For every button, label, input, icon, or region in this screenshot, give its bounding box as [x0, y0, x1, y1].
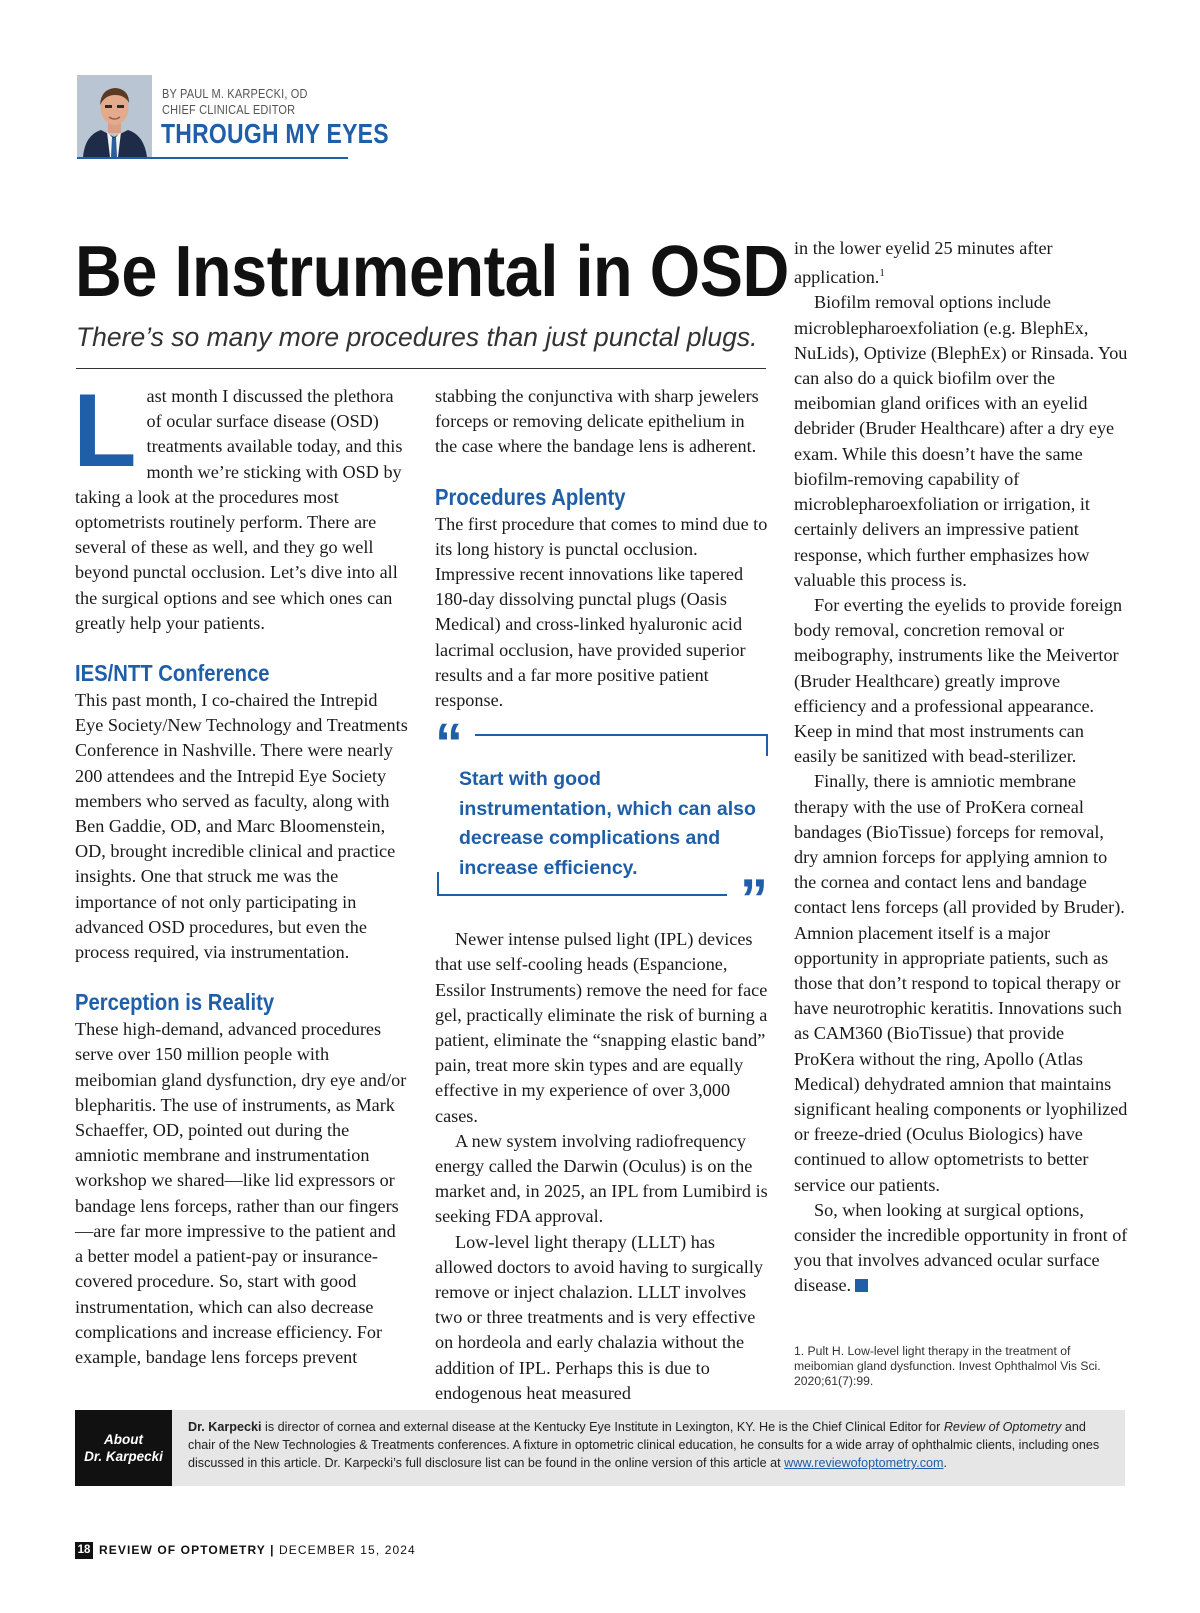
about-label-line1: About — [104, 1432, 143, 1447]
section3-paragraph-4-continued-text: in the lower eyelid 25 minutes after application. — [794, 238, 1053, 288]
footer-separator: | — [265, 1543, 280, 1557]
about-text — [188, 1418, 1113, 1472]
about-text-a: is director of cornea and external disease at the Kentucky Eye Institute in Lexington, KY. He is the Chief Clinical Editor for — [261, 1420, 944, 1434]
closing-text: So, when looking at surgical options, consider the incredible opportunity in front of you that involves advanced ocular surface disease. — [794, 1199, 1128, 1296]
about-publication: Review of Optometry — [943, 1420, 1062, 1434]
section3-paragraph-4 — [435, 1230, 768, 1406]
section-heading-perception: Perception is Reality — [75, 989, 275, 1016]
section1-paragraph: This past month, I co-chaired the Intrepid Eye Society/New Technology and Treatments Conference in Nashville. There were nearly 200 attendees and the Intrepid Eye Society members who served as faculty, along with Ben Gaddie, OD, and Marc Bloomenstein, OD, brought incredible clinical and practice insights. One that struck me was the importance of not only participating in advanced OSD procedures, but even the process required, via instrumentation. — [75, 690, 408, 963]
column-1 — [73, 373, 408, 1370]
section2-continued-text: stabbing the conjunctiva with sharp jewelers forceps or removing delicate epithelium in the case where the bandage lens is adherent. — [435, 386, 759, 457]
column-2 — [435, 384, 768, 1406]
column-3 — [794, 236, 1129, 1299]
about-name: Dr. Karpecki — [188, 1420, 262, 1434]
drop-cap: L — [73, 373, 137, 489]
header-rule — [77, 157, 348, 159]
pull-quote-text: Start with good instrumentation, which can also decrease complications and increase efficiency. — [459, 768, 756, 879]
pull-quote — [435, 711, 768, 931]
footer-publication: REVIEW OF OPTOMETRY — [99, 1543, 266, 1557]
section-heading-ies-ntt: IES/NTT Conference — [75, 660, 270, 687]
website-link[interactable]: www.reviewofoptometry.com — [784, 1456, 944, 1470]
section3-paragraph-2: Newer intense pulsed light (IPL) devices that use self-cooling heads (Espancione, Essilor Instruments) remove the need for face gel, practically eliminate the risk of burning a patient, eliminate the “snapping elastic band” pain, treat more skin types and are equally effective in my experience of over 3,000 cases. — [435, 929, 768, 1126]
author-photo — [77, 75, 152, 157]
article-dek: There’s so many more procedures than just punctal plugs. — [76, 322, 758, 352]
article-title: Be Instrumental in OSD — [75, 232, 789, 312]
end-mark-icon — [855, 1279, 868, 1292]
quote-close-icon: ” — [740, 867, 768, 931]
byline — [162, 86, 308, 118]
section3-paragraph-4-text: Low-level light therapy (LLLT) has allowed doctors to avoid having to surgically remove or inject chalazion. LLLT involves two or three treatments and is very effective on hordeola and early chalazia without the addition of IPL. Perhaps this is due to endogenous heat measured — [435, 1231, 763, 1403]
footer-date: DECEMBER 15, 2024 — [279, 1543, 416, 1557]
section3-paragraph-1: The first procedure that comes to mind due to its long history is punctal occlusion. Impressive recent innovations like tapered 180-day dissolving punctal plugs (Oasis Medical) and cross-linked hyaluronic acid lacrimal occlusion, have provided superior results and a far more positive patient response. — [435, 513, 768, 711]
pull-quote-bottom-rule — [437, 894, 727, 896]
about-label — [75, 1410, 172, 1486]
intro-paragraph — [73, 373, 408, 636]
pull-quote-top-tick — [766, 734, 768, 756]
column-name: THROUGH MY EYES — [161, 118, 389, 149]
section3-paragraph-8 — [794, 1198, 1129, 1299]
pull-quote-top-rule — [475, 734, 767, 736]
intro-text: ast month I discussed the plethora of ocular surface disease (OSD) treatments available today, and this month we’re sticking with OSD by taking a look at the procedures most optometrists routinely perform. There are several of these as well, and they go well beyond punctal occlusion. Let’s dive into all the surgical options and see which ones can greatly help your patients. — [75, 386, 403, 633]
section3-paragraph-3: A new system involving radiofrequency energy called the Darwin (Oculus) is on the market and, in 2025, an IPL from Lumibird is seeking FDA approval. — [435, 1130, 768, 1227]
section3-paragraph-6: For everting the eyelids to provide foreign body removal, concretion removal or meibography, instruments like the Meivertor (Bruder Healthcare) greatly improve efficiency and a professional appearance. Keep in mind that most instruments can easily be sanitized with bead-sterilizer. — [794, 594, 1123, 767]
footnote: 1. Pult H. Low-level light therapy in the treatment of meibomian gland dysfunction. Invest Ophthalmol Vis Sci. 2020;61(7):99. — [794, 1344, 1101, 1388]
title-rule — [76, 368, 766, 369]
author-portrait-image — [77, 75, 152, 157]
section3-paragraph-4-continued — [794, 236, 1129, 290]
section3-paragraph-5: Biofilm removal options include microblepharoexfoliation (e.g. BlephEx, NuLids), Optivize (BlephEx) or Rinsada. You can also do a quick biofilm over the meibomian gland orifices with an eyelid debrider (Bruder Healthcare) after a dry eye exam. While this doesn’t have the same biofilm-removing capability of microblepharoexfoliation or irrigation, it certainly delivers an impressive patient response, which further emphasizes how valuable this process is. — [794, 292, 1128, 590]
author-role: CHIEF CLINICAL EDITOR — [162, 103, 296, 117]
about-label-line2: Dr. Karpecki — [84, 1449, 163, 1464]
section-heading-procedures: Procedures Aplenty — [435, 483, 626, 510]
section3-paragraph-7: Finally, there is amniotic membrane therapy with the use of ProKera corneal bandages (BioTissue) forceps for removal, dry amnion forceps for applying amnion to the cornea and contact lens and bandage contact lens forceps (all provided by Bruder). Amnion placement itself is a major opportunity in appropriate patients, such as those that don’t respond to topical therapy or have neurotrophic keratitis. Innovations such as CAM360 (BioTissue) that provide ProKera without the ring, Apollo (Atlas Medical) dehydrated amnion that maintains significant healing components or lyophilized or freeze-dried (Oculus Biologics) have continued to allow optometrists to better service our patients. — [794, 771, 1128, 1195]
page-number: 18 — [75, 1542, 93, 1559]
section2-continued — [435, 384, 768, 460]
footnote-ref: 1 — [879, 267, 885, 280]
about-text-b: and chair of the New Technologies & Treatments conferences. A fixture in optometric clinical education, he consults for a wide array of ophthalmic clients, including ones discussed in this article. Dr. Karpecki’s full disclosure list can be found in the online version of this article at — [188, 1420, 1100, 1470]
quote-open-icon: “ — [435, 711, 463, 775]
pull-quote-bottom-tick — [437, 872, 439, 894]
author-byline: BY PAUL M. KARPECKI, OD — [162, 87, 308, 101]
about-text-end: . — [943, 1456, 948, 1470]
running-footer — [99, 1542, 416, 1559]
section2-paragraph: These high-demand, advanced procedures serve over 150 million people with meibomian gland dysfunction, dry eye and/or blepharitis. The use of instruments, as Mark Schaeffer, OD, pointed out during the amniotic membrane and instrumentation workshop we shared—like lid expressors or bandage lens forceps, rather than our fingers—are far more impressive to the patient and a better model a patient-pay or insurance-covered procedure. So, start with good instrumentation, which can also decrease complications and increase efficiency. For example, bandage lens forceps prevent — [75, 1019, 407, 1367]
